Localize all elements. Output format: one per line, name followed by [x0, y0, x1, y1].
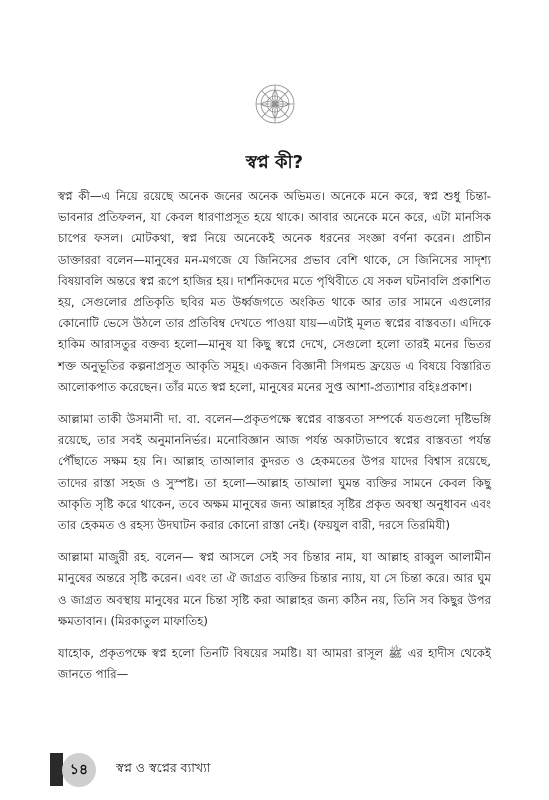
- body-text: [58, 186, 491, 696]
- page-title: স্বপ্ন কী?: [245, 152, 304, 173]
- paragraph: আল্লামা মাজুরী রহ. বলেন— স্বপ্ন আসলে সেই সব চিন্তার নাম, যা আল্লাহ রাব্বুল আলামীন মানুষের অন্তরে সৃষ্টি করেন। এবং তা ঐ জাগ্রত ব্যক্তির চিন্তার ন্যায়, যা সে চিন্তা করে। আর ঘুম ও জাগ্রত অবস্থায় মানুষের মনে চিন্তা সৃষ্টি করা আল্লাহর জন্য কঠিন নয়, তিনি সব কিছুর উপর ক্ষমতাবান। (মিরকাতুল মাফাতিহ): [58, 550, 491, 628]
- page-number: ১৪: [62, 753, 96, 787]
- running-title: স্বপ্ন ও স্বপ্নের ব্যাখ্যা: [116, 760, 211, 775]
- paragraph: আল্লামা তাকী উসমানী দা. বা. বলেন—প্রকৃতপক্ষে স্বপ্নের বাস্তবতা সম্পর্কে যতগুলো দৃষ্টিভঙ্গি রয়েছে, তার সবই অনুমাননির্ভর। মনোবিজ্ঞান আজ পর্যন্ত অকাট্যভাবে স্বপ্নের বাস্তবতা পর্যন্ত পৌঁছাতে সক্ষম হয় নি। আল্লাহ তাআলার কুদরত ও হেকমতের উপর যাদের বিশ্বাস রয়েছে, তাদের রাস্তা সহজ ও সুস্পষ্ট। তা হলো—আল্লাহ তাআলা ঘুমন্ত ব্যক্তির সামনে কেবল কিছু আকৃতি সৃষ্টি করে থাকেন, তবে অক্ষম মানুষের জন্য আল্লাহর সৃষ্টির প্রকৃত অবস্থা অনুধাবন এবং তার হেকমত ও রহস্য উদঘাটন করার কোনো রাস্তা নেই। (ফয়যুল বারী, দরসে তিরমিযী): [58, 412, 491, 533]
- paragraph: যাহোক, প্রকৃতপক্ষে স্বপ্ন হলো তিনটি বিষয়ের সমষ্টি। যা আমরা রাসূল ﷺ এর হাদীস থেকেই জানতে পারি—: [58, 646, 491, 682]
- paragraph: স্বপ্ন কী—এ নিয়ে রয়েছে অনেক জনের অনেক অভিমত। অনেকে মনে করে, স্বপ্ন শুধু চিন্তা-ভাবনার প্রতিফলন, যা কেবল ধারণাপ্রসূত হয়ে থাকে। আবার অনেকে মনে করে, এটা মানসিক চাপের ফসল। মোটকথা, স্বপ্ন নিয়ে অনেকেই অনেক ধরনের সংজ্ঞা বর্ণনা করেন। প্রাচীন ডাক্তাররা বলেন—মানুষের মন-মগজে যে জিনিসের প্রভাব বেশি থাকে, সে জিনিসের সাদৃশ্য বিষয়াবলি অন্তরে স্বপ্ন রূপে হাজির হয়। দার্শনিকদের মতে পৃথিবীতে যে সকল ঘটনাবলি প্রকাশিত হয়, সেগুলোর প্রতিকৃতি ছবির মত উর্ধ্বজগতে অংকিত থাকে আর তার সামনে এগুলোর কোনোটি ভেসে উঠলে তার প্রতিবিম্ব দেখতে পাওয়া যায়—এটাই মূলত স্বপ্নের বাস্তবতা। এদিকে হাকিম আরাসতুর বক্তব্য হলো—মানুষ যা কিছু স্বপ্নে দেখে, সেগুলো হলো তারই মনের ভিতর শক্ত অনুভূতির কল্পনাপ্রসূত আকৃতি সমূহ। একজন বিজ্ঞানী সিগমন্ড ফ্রয়েড এ বিষয়ে বিস্তারিত আলোকপাত করেছেন। তাঁর মতে স্বপ্ন হলো, মানুষের মনের সুপ্ত আশা-প্রত্যাশার বহিঃপ্রকাশ।: [58, 189, 491, 394]
- mandala-ornament-icon: [254, 83, 296, 125]
